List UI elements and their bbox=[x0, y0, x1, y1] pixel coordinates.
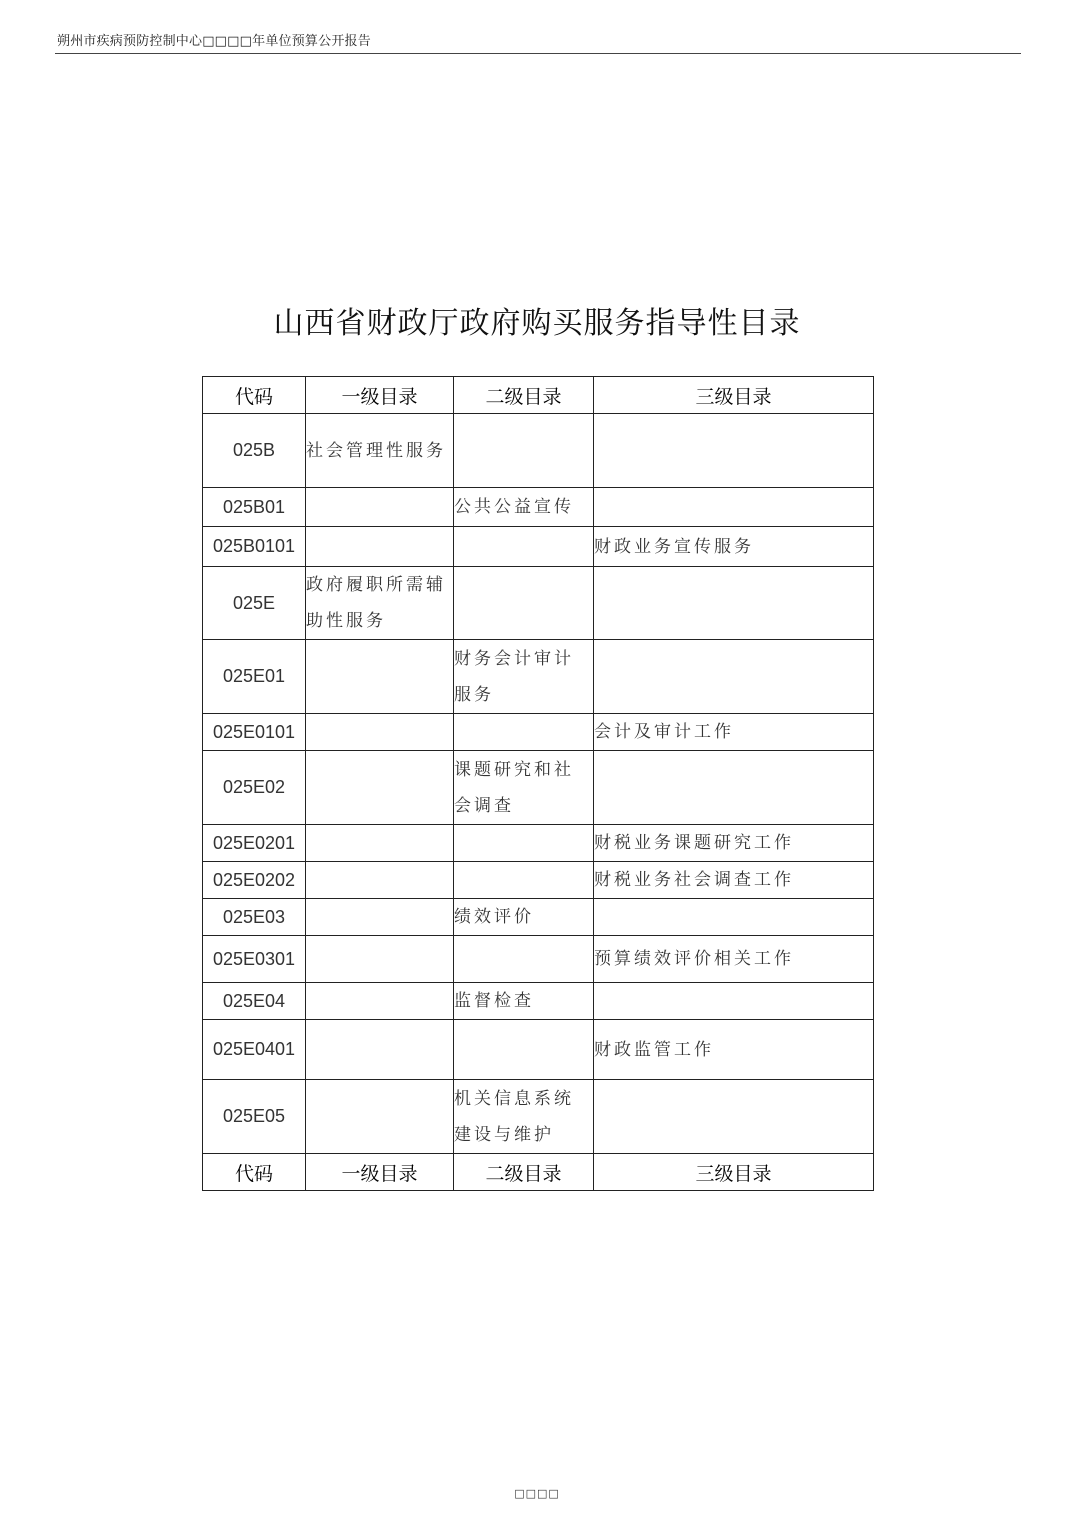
cell-level1 bbox=[306, 936, 454, 983]
cell-code: 025E0201 bbox=[203, 825, 306, 862]
footer-level2: 二级目录 bbox=[454, 1154, 594, 1191]
catalog-table bbox=[202, 376, 874, 1191]
cell-level2 bbox=[454, 414, 594, 488]
cell-level3 bbox=[594, 567, 874, 640]
table-header-row bbox=[203, 377, 874, 414]
table-row bbox=[203, 936, 874, 983]
cell-level1 bbox=[306, 825, 454, 862]
header-level1: 一级目录 bbox=[306, 377, 454, 414]
cell-level3 bbox=[594, 899, 874, 936]
table-row bbox=[203, 751, 874, 825]
table-row bbox=[203, 527, 874, 567]
cell-level1 bbox=[306, 899, 454, 936]
cell-level2: 绩效评价 bbox=[454, 899, 594, 936]
table-row bbox=[203, 862, 874, 899]
cell-level1: 社会管理性服务 bbox=[306, 414, 454, 488]
cell-code: 025E0301 bbox=[203, 936, 306, 983]
table-row bbox=[203, 567, 874, 640]
table-row bbox=[203, 899, 874, 936]
cell-code: 025E05 bbox=[203, 1080, 306, 1154]
cell-level1: 政府履职所需辅助性服务 bbox=[306, 567, 454, 640]
cell-level2 bbox=[454, 825, 594, 862]
cell-level2 bbox=[454, 714, 594, 751]
cell-code: 025E02 bbox=[203, 751, 306, 825]
footer-level1: 一级目录 bbox=[306, 1154, 454, 1191]
cell-level2: 财务会计审计服务 bbox=[454, 640, 594, 714]
table-row bbox=[203, 640, 874, 714]
cell-level3 bbox=[594, 751, 874, 825]
cell-level1 bbox=[306, 527, 454, 567]
header-level2: 二级目录 bbox=[454, 377, 594, 414]
cell-level2: 课题研究和社会调查 bbox=[454, 751, 594, 825]
cell-level1 bbox=[306, 751, 454, 825]
cell-level1 bbox=[306, 862, 454, 899]
cell-level3: 财税业务社会调查工作 bbox=[594, 862, 874, 899]
cell-level3: 财政监管工作 bbox=[594, 1020, 874, 1080]
cell-level2 bbox=[454, 527, 594, 567]
footer-level3: 三级目录 bbox=[594, 1154, 874, 1191]
cell-level1 bbox=[306, 1020, 454, 1080]
cell-code: 025E bbox=[203, 567, 306, 640]
cell-code: 025B0101 bbox=[203, 527, 306, 567]
cell-level3 bbox=[594, 640, 874, 714]
document-title: 山西省财政厅政府购买服务指导性目录 bbox=[273, 306, 801, 341]
header-level3: 三级目录 bbox=[594, 377, 874, 414]
table-row bbox=[203, 488, 874, 527]
cell-code: 025B01 bbox=[203, 488, 306, 527]
table-row bbox=[203, 983, 874, 1020]
cell-code: 025E0401 bbox=[203, 1020, 306, 1080]
running-header: 朔州市疾病预防控制中心□□□□年单位预算公开报告 bbox=[57, 34, 371, 49]
cell-code: 025E0101 bbox=[203, 714, 306, 751]
cell-code: 025E04 bbox=[203, 983, 306, 1020]
cell-level3 bbox=[594, 983, 874, 1020]
cell-level1 bbox=[306, 640, 454, 714]
cell-level3: 财税业务课题研究工作 bbox=[594, 825, 874, 862]
cell-level2: 公共公益宣传 bbox=[454, 488, 594, 527]
cell-level2 bbox=[454, 936, 594, 983]
cell-code: 025E01 bbox=[203, 640, 306, 714]
table-row bbox=[203, 414, 874, 488]
cell-level1 bbox=[306, 714, 454, 751]
cell-level2: 机关信息系统建设与维护 bbox=[454, 1080, 594, 1154]
cell-code: 025E03 bbox=[203, 899, 306, 936]
cell-level1 bbox=[306, 1080, 454, 1154]
cell-level1 bbox=[306, 983, 454, 1020]
header-divider bbox=[55, 53, 1021, 54]
cell-level3: 会计及审计工作 bbox=[594, 714, 874, 751]
cell-level2 bbox=[454, 1020, 594, 1080]
cell-level1 bbox=[306, 488, 454, 527]
table-row bbox=[203, 1020, 874, 1080]
table-row bbox=[203, 1080, 874, 1154]
cell-level3 bbox=[594, 488, 874, 527]
table-footer-row bbox=[203, 1154, 874, 1191]
page-number: □□□□ bbox=[514, 1487, 560, 1500]
cell-level3 bbox=[594, 1080, 874, 1154]
cell-level2: 监督检查 bbox=[454, 983, 594, 1020]
cell-code: 025E0202 bbox=[203, 862, 306, 899]
cell-level2 bbox=[454, 567, 594, 640]
header-code: 代码 bbox=[203, 377, 306, 414]
footer-code: 代码 bbox=[203, 1154, 306, 1191]
cell-level3 bbox=[594, 414, 874, 488]
cell-level3: 财政业务宣传服务 bbox=[594, 527, 874, 567]
table-row bbox=[203, 825, 874, 862]
table-row bbox=[203, 714, 874, 751]
cell-code: 025B bbox=[203, 414, 306, 488]
cell-level3: 预算绩效评价相关工作 bbox=[594, 936, 874, 983]
cell-level2 bbox=[454, 862, 594, 899]
